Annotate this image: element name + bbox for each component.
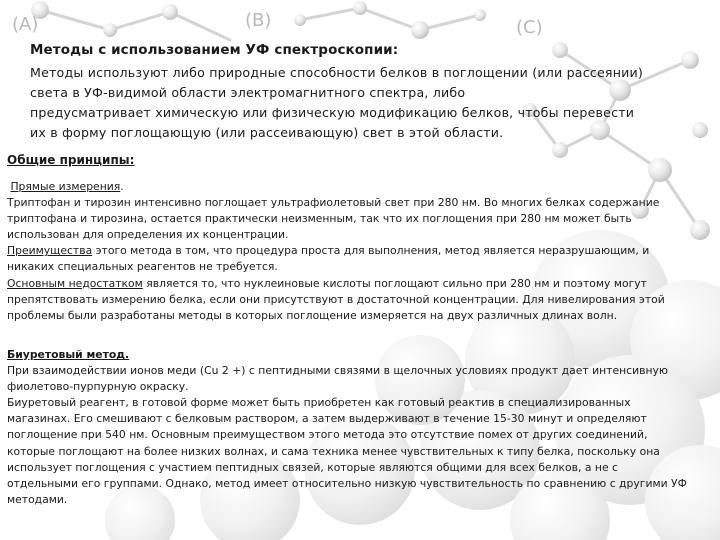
advantage-word: Преимущества bbox=[7, 244, 93, 258]
text-line: Биуретовый реагент, в готовой форме может быть приобретен как готовый реактив в специализированных bbox=[7, 396, 631, 410]
text-line: которые поглощают на более низких волнах, и сама техника менее чувствительных к типу белка, поскольку она bbox=[7, 444, 660, 458]
text-line: магазинах. Его смешивают с белковым раствором, а затем выдерживают в течение 15-30 минут и определяют bbox=[7, 412, 647, 426]
intro-line: их в форму поглощающую (или рассеивающую) свет в этой области. bbox=[30, 125, 504, 140]
intro-line: света в УФ-видимой области электромагнитного спектра, либо bbox=[30, 85, 466, 100]
direct-heading: Прямые измерения bbox=[10, 180, 121, 193]
principles-heading: Общие принципы: bbox=[7, 153, 135, 167]
panel-label-a: (A) bbox=[12, 14, 39, 35]
direct-heading-line bbox=[7, 179, 713, 195]
text-line: триптофана и тирозина, остается практически неизменным, так что их поглощения при 280 нм может быть bbox=[7, 212, 632, 226]
slide-title: Методы с использованием УФ спектроскопии: bbox=[30, 42, 399, 58]
text-line: фиолетово-пурпурную окраску. bbox=[7, 380, 189, 394]
direct-heading-suffix: . bbox=[120, 180, 124, 193]
advantage-text: этого метода в том, что процедура проста для выполнения, метод является неразрушающим, и bbox=[92, 244, 650, 258]
text-line: поглощение при 540 нм. Основным преимуществом этого метода это отсутствие помех от других соединений, bbox=[7, 428, 648, 442]
panel-label-c: (C) bbox=[516, 17, 543, 38]
text-line: использует поглощения с участием пептидных связей, которые являются общими для всех белков, а не с bbox=[7, 460, 618, 474]
text-line: проблемы были разработаны методы в которых поглощение измеряется на двух различных длинах волн. bbox=[7, 308, 618, 322]
text-line: использован для определения их концентрации. bbox=[7, 228, 289, 242]
drawback-text: является то, что нуклеиновые кислоты поглощают сильно при 280 нм и поэтому могут bbox=[142, 276, 647, 290]
direct-measurements-section bbox=[7, 179, 713, 324]
advantage-line bbox=[7, 243, 713, 259]
text-line: При взаимодействии ионов меди (Cu 2 +) с пептидными связями в щелочных условиях продукт дает интенсивную bbox=[7, 364, 669, 378]
text-line: никаких специальных реагентов не требуется. bbox=[7, 260, 278, 274]
text-line: Триптофан и тирозин интенсивно поглощает ультрафиолетовый свет при 280 нм. Во многих белках содержание bbox=[7, 196, 660, 210]
biuret-section bbox=[7, 347, 713, 508]
intro-line: предусматривает химическую или физическую модификацию белков, чтобы перевести bbox=[30, 105, 635, 120]
panel-label-b: (B) bbox=[245, 10, 272, 31]
intro-paragraph bbox=[30, 63, 700, 143]
biuret-heading: Биуретовый метод. bbox=[7, 348, 130, 361]
drawback-line bbox=[7, 276, 713, 292]
text-line: препятствовать измерению белка, если они присутствуют в достаточной концентрации. Для нивелирования этой bbox=[7, 292, 665, 306]
text-line: отдельными его группами. Однако, метод имеет относительно низкую чувствительность по сравнению с другими УФ bbox=[7, 476, 687, 490]
intro-line: Методы используют либо природные способности белков в поглощении (или рассеянии) bbox=[30, 65, 644, 80]
text-line: методами. bbox=[7, 492, 68, 506]
drawback-word: Основным недостатком bbox=[7, 276, 143, 290]
